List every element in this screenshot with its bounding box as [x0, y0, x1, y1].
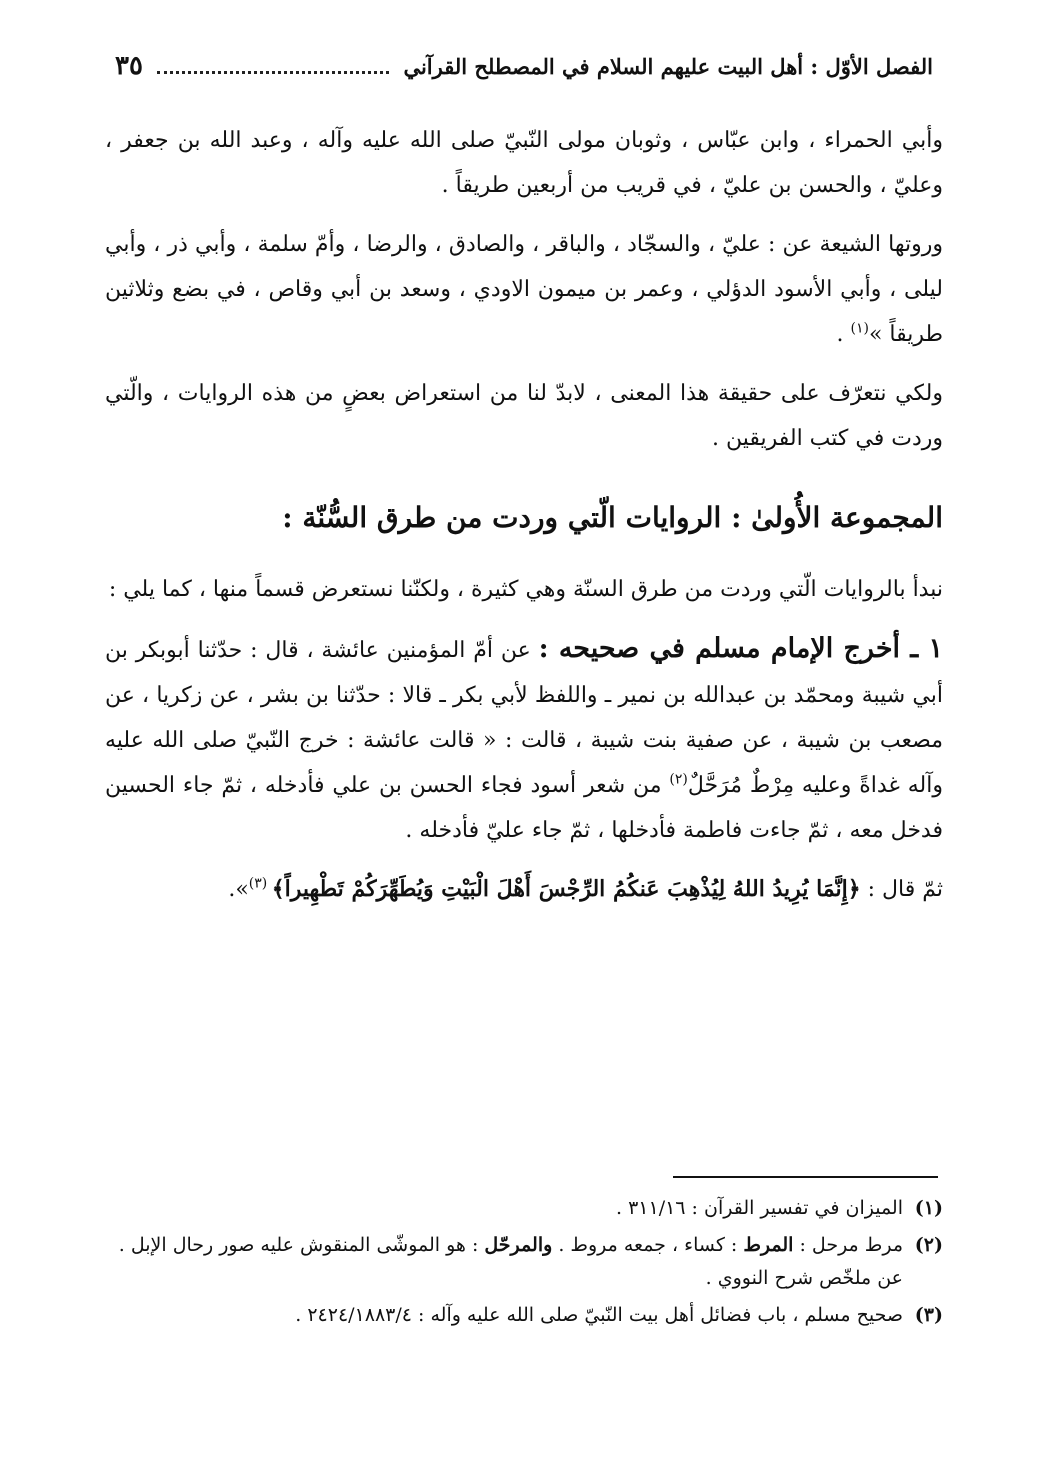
footnote-1 — [105, 1192, 943, 1225]
page-number: ٣٥ — [115, 51, 143, 81]
footnote-text: الميزان في تفسير القرآن : ٣١١/١٦ . — [615, 1197, 903, 1219]
footnote-ref-1[interactable]: (١) — [850, 320, 869, 337]
paragraph-hadith — [105, 626, 943, 853]
footnote-number: (٢) — [914, 1234, 943, 1256]
paragraph-text: وروتها الشيعة عن : عليّ ، والسجّاد ، والباقر ، والصادق ، والرضا ، وأمّ سلمة ، وأبي ذر ، وأبي ليلى ، وأبي الأسود الدؤلي ، وعمر بن ميمون الاودي ، وسعد بن أبي وقاص ، في بضع وثلاثين طريقاً » — [105, 232, 943, 347]
main-text — [105, 118, 943, 926]
footnote-3 — [105, 1299, 943, 1332]
hadith-text-continued: من شعر أسود فجاء الحسن بن علي فأدخله ، ثمّ جاء الحسين فدخل معه ، ثمّ جاءت فاطمة فأدخلها ، ثمّ جاء عليّ فأدخله . — [105, 773, 943, 843]
footnote-text: صحيح مسلم ، باب فضائل أهل بيت النّبيّ صلى الله عليه وآله : ٢٤٢٤/١٨٨٣/٤ . — [295, 1304, 903, 1326]
footnote-ref-3[interactable]: (٣) — [248, 875, 272, 892]
footnote-2 — [105, 1229, 943, 1295]
footnote-number: (٣) — [914, 1304, 943, 1326]
footnote-text-part: مرط مرحل : — [793, 1234, 903, 1256]
chapter-title: الفصل الأوّل : أهل البيت عليهم السلام في المصطلح القرآني — [403, 53, 933, 79]
footnote-number: (١) — [914, 1197, 943, 1219]
paragraph-quran — [105, 867, 943, 912]
paragraph-narrators-shia — [105, 222, 943, 357]
footnote-separator — [673, 1176, 938, 1178]
paragraph-narrators-sunni: وأبي الحمراء ، وابن عبّاس ، وثوبان مولى النّبيّ صلى الله عليه وآله ، وعبد الله بن جعفر ، وعليّ ، والحسن بن عليّ ، في قريب من أربعين طريقاً . — [105, 128, 943, 198]
footnote-text — [105, 1229, 903, 1295]
paragraph-start: نبدأ بالروايات الّتي وردت من طرق السنّة وهي كثيرة ، ولكنّنا نستعرض قسماً منها ، كما يلي : — [108, 577, 943, 602]
running-header — [115, 46, 933, 86]
footnote-term: المرط — [743, 1234, 794, 1256]
footnotes — [105, 1192, 943, 1336]
quran-intro: ثمّ قال : — [860, 877, 943, 902]
footnote-term: والمرحّل — [484, 1234, 553, 1256]
dot-leader — [157, 71, 390, 74]
section-heading: المجموعة الأُولىٰ : الروايات الّتي وردت من طرق السُّنّة : — [282, 501, 943, 534]
footnote-text-part: : هو الموشّى المنقوش عليه صور رحال الإبل . عن ملخّص شرح النووي . — [118, 1234, 903, 1289]
hadith-text: عن أمّ المؤمنين عائشة ، قال : حدّثنا أبوبكر بن أبي شيبة ومحمّد بن عبدالله بن نمير ـ واللفظ لأبي بكر ـ قالا : حدّثنا بن بشر ، عن زكريا ، عن مصعب بن شيبة ، عن صفية بنت شيبة ، قالت : « قالت عائشة : خرج النّبيّ صلى الله عليه وآله غداةً وعليه مِرْطٌ مُرَحَّلٌ — [105, 638, 943, 798]
quran-verse: ﴿إِنَّمَا يُرِيدُ اللهُ لِيُذْهِبَ عَنكُمُ الرِّجْسَ أَهْلَ الْبَيْتِ وَيُطَهِّرَكُمْ تَطْهِيراً﴾ — [271, 876, 861, 902]
hadith-title: ١ ـ أخرج الإمام مسلم في صحيحه : — [538, 633, 943, 664]
footnote-ref-2[interactable]: (٢) — [669, 771, 688, 788]
paragraph-end: . — [836, 322, 851, 347]
quran-end: ». — [228, 877, 249, 902]
footnote-text-part: : كساء ، جمعه مروط . — [552, 1234, 744, 1256]
paragraph-intro: ولكي نتعرّف على حقيقة هذا المعنى ، لابدّ لنا من استعراض بعضٍ من هذه الروايات ، والّتي وردت في كتب الفريقين . — [105, 381, 943, 451]
